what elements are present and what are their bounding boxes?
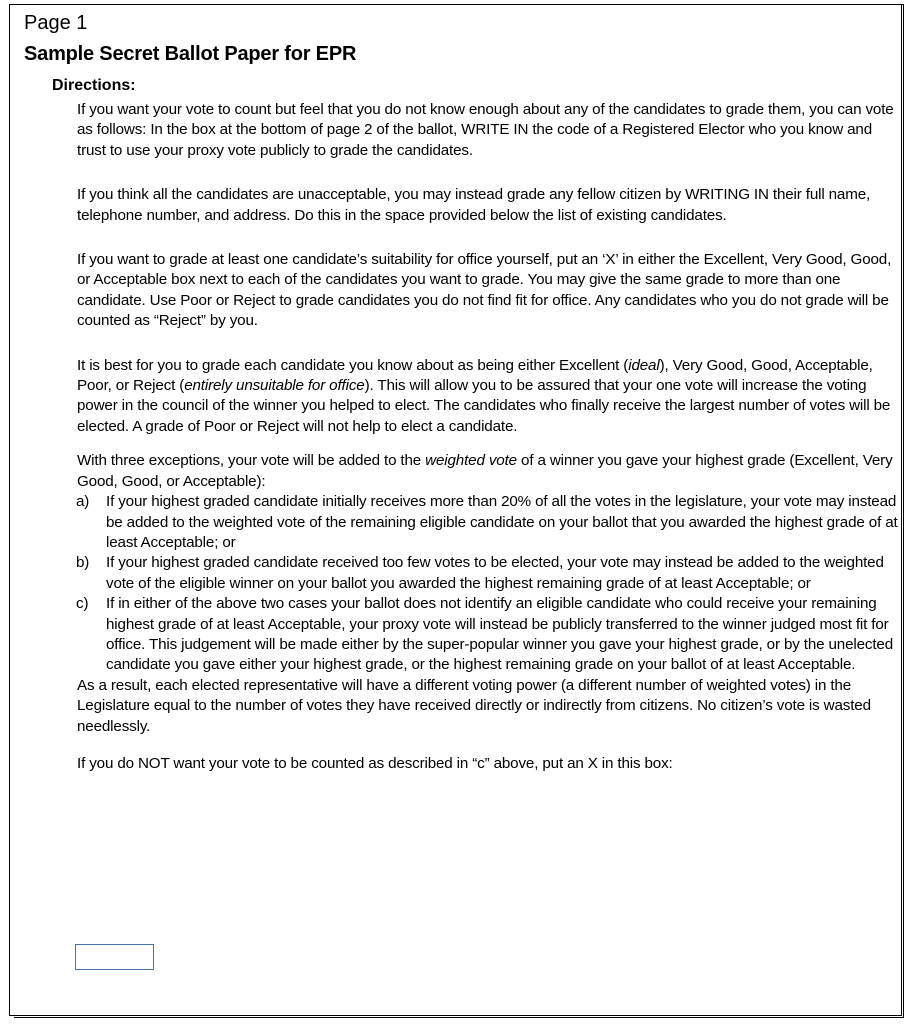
list-item-text: If your highest graded candidate received too few votes to be elected, your vote may instead be added to the weighted vote of the eligible winner on your ballot you awarded the highest remaining grade of at least Acceptable; or bbox=[106, 554, 884, 592]
p4-text-2: ), Very Good, Good, Acceptable, Poor, or Reject ( bbox=[77, 356, 873, 395]
directions-body bbox=[77, 100, 899, 774]
ballot-title: Sample Secret Ballot Paper for EPR bbox=[24, 43, 357, 65]
list-marker: c) bbox=[76, 595, 89, 613]
paragraph-exceptions-intro bbox=[77, 451, 899, 492]
exceptions-list bbox=[77, 492, 899, 676]
paragraph-proxy-vote: If you want your vote to count but feel that you do not know enough about any of the candidates to grade them, you can vote as follows: In the box at the bottom of page 2 of the ballot, WRITE IN the code of a Registered Elector who you know and trust to use your proxy vote publicly to grade the candidates. bbox=[77, 101, 894, 159]
p4-unsuitable: entirely unsuitable for office bbox=[184, 377, 365, 395]
page-label: Page 1 bbox=[24, 12, 88, 34]
paragraph-opt-out: If you do NOT want your vote to be counted as described in “c” above, put an X in this box: bbox=[77, 754, 673, 772]
list-item bbox=[77, 492, 899, 553]
list-marker: a) bbox=[76, 493, 90, 511]
list-item bbox=[77, 594, 899, 676]
paragraph-result: As a result, each elected representative will have a different voting power (a different number of weighted votes) in the Legislature equal to the number of votes they have received directly or indirectly from citizens. No citizen’s vote is wasted needlessly. bbox=[77, 676, 871, 735]
paragraph-write-in: If you think all the candidates are unacceptable, you may instead grade any fellow citizen by WRITING IN their full name, telephone number, and address. Do this in the space provided below the list of existing candidates. bbox=[77, 186, 871, 224]
p5-text-1: With three exceptions, your vote will be added to the bbox=[77, 452, 426, 470]
p5-text-2: of a winner you gave your highest grade (Excellent, Very Good, Good, or Acceptable): bbox=[77, 452, 893, 490]
p5-weighted: weighted vote bbox=[425, 452, 517, 470]
list-item-text: If your highest graded candidate initially receives more than 20% of all the votes in the legislature, your vote may instead be added to the weighted vote of the remaining eligible candidate on your ballot that you awarded the highest grade of at least Acceptable; or bbox=[106, 493, 898, 551]
list-marker: b) bbox=[76, 554, 90, 572]
opt-out-checkbox[interactable] bbox=[75, 944, 154, 970]
p4-ideal: ideal bbox=[628, 356, 660, 374]
p4-text-3: ). This will allow you to be assured that your one vote will increase the voting power in the council of the winner you helped to elect. The candidates who finally receive the largest number of votes will be elected. A grade of Poor or Reject will not help to elect a candidate. bbox=[77, 377, 891, 435]
paragraph-grading: If you want to grade at least one candidate’s suitability for office yourself, put an ‘X’ in either the Excellent, Very Good, Good, or Acceptable box next to each of the candidates you want to grade. You may give the same grade to more than one candidate. Use Poor or Reject to grade candidates you do not find fit for office. Any candidates who you do not grade will be counted as “Reject” by you. bbox=[77, 251, 892, 330]
list-item bbox=[77, 553, 899, 594]
directions-heading: Directions: bbox=[52, 77, 136, 94]
list-item-text: If in either of the above two cases your ballot does not identify an eligible candidate who could receive your remaining highest grade of at least Acceptable, your proxy vote will instead be publicly transferred to the winner judged most fit for office. This judgement will be made either by the super-popular winner you gave your highest grade, or by the unelected candidate you gave either your highest grade, or the highest remaining grade on your ballot of at least Acceptable. bbox=[106, 595, 894, 674]
paragraph-grade-scale bbox=[77, 356, 899, 438]
p4-text-1: It is best for you to grade each candidate you know about as being either Excellent ( bbox=[77, 356, 629, 374]
